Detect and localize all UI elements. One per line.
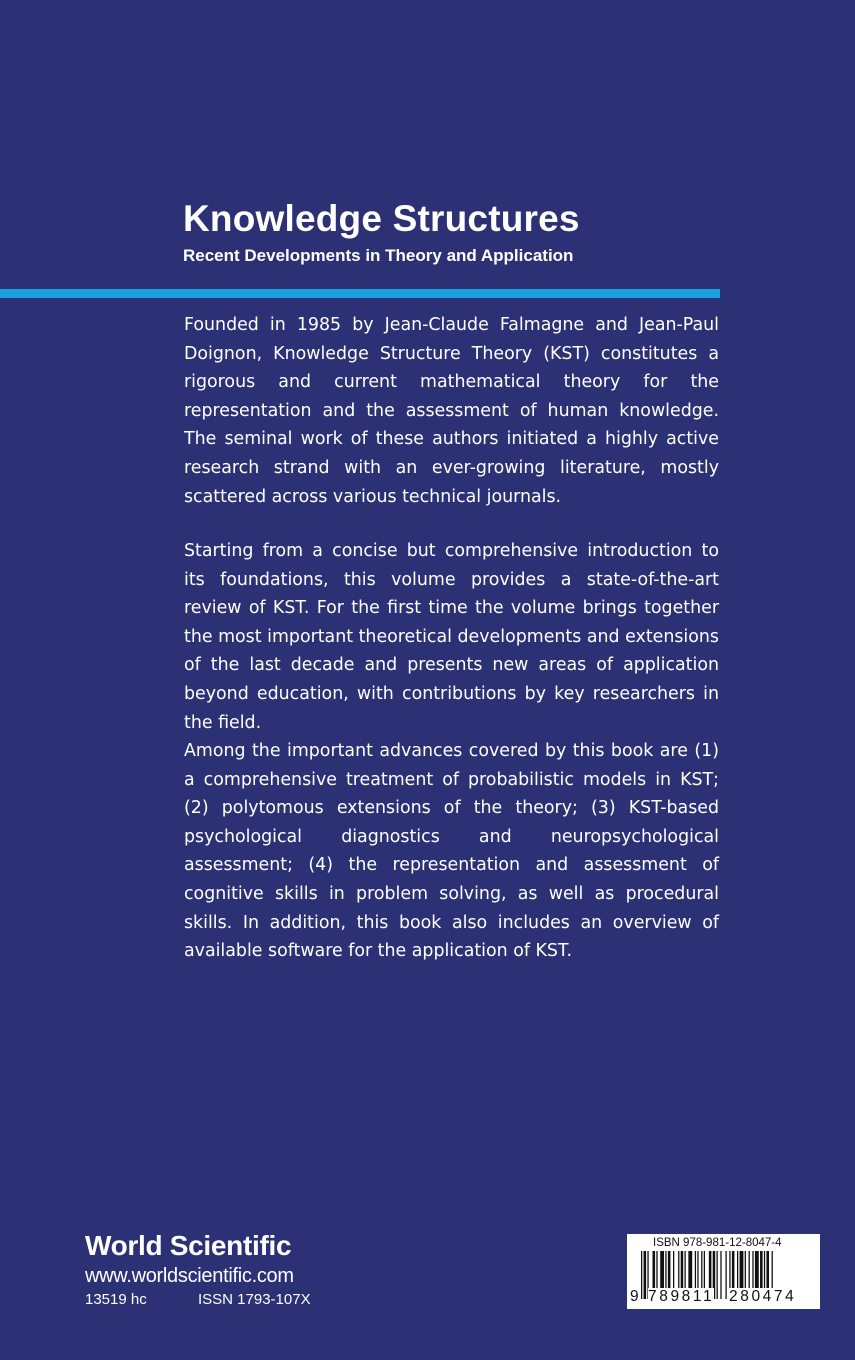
barcode-digits-left: 789811 bbox=[648, 1288, 715, 1305]
isbn-label: ISBN 978-981-12-8047-4 bbox=[653, 1237, 782, 1249]
book-subtitle: Recent Developments in Theory and Application bbox=[183, 246, 574, 265]
series-issn: ISSN 1793-107X bbox=[198, 1291, 311, 1308]
barcode-digit-first: 9 bbox=[630, 1288, 639, 1305]
isbn-barcode bbox=[627, 1234, 820, 1309]
description-paragraph-3: Among the important advances covered by this book are (1) a comprehensive treatment of probabilistic models in KST; (2) polytomous extensions of the theory; (3) KST-based psychological diagnostics and neuropsychological assessment; (4) the representation and assessment of cognitive skills in problem solving, as well as procedural skills. In addition, this book also includes an overview of available software for the application of KST. bbox=[184, 741, 719, 962]
barcode-digits-right: 280474 bbox=[729, 1288, 797, 1305]
description-paragraph-2: Starting from a concise but comprehensive introduction to its foundations, this volume provides a state-of-the-art review of KST. For the first time the volume brings together the most important theoretical developments and extensions of the last decade and presents new areas of application beyond education, with contributions by key researchers in the field. bbox=[184, 541, 719, 733]
publisher-website: www.worldscientific.com bbox=[85, 1265, 294, 1287]
description-paragraph-1: Founded in 1985 by Jean-Claude Falmagne and Jean-Paul Doignon, Knowledge Structure Theory (KST) constitutes a rigorous and current mathematical theory for the representation and the assessment of human knowledge. The seminal work of these authors initiated a highly active research strand with an ever-growing literature, mostly scattered across various technical journals. bbox=[184, 315, 719, 507]
publisher-logo-text: World Scientific bbox=[85, 1230, 292, 1261]
catalog-number: 13519 hc bbox=[85, 1291, 147, 1308]
accent-rule bbox=[0, 289, 720, 298]
book-title: Knowledge Structures bbox=[183, 198, 580, 239]
